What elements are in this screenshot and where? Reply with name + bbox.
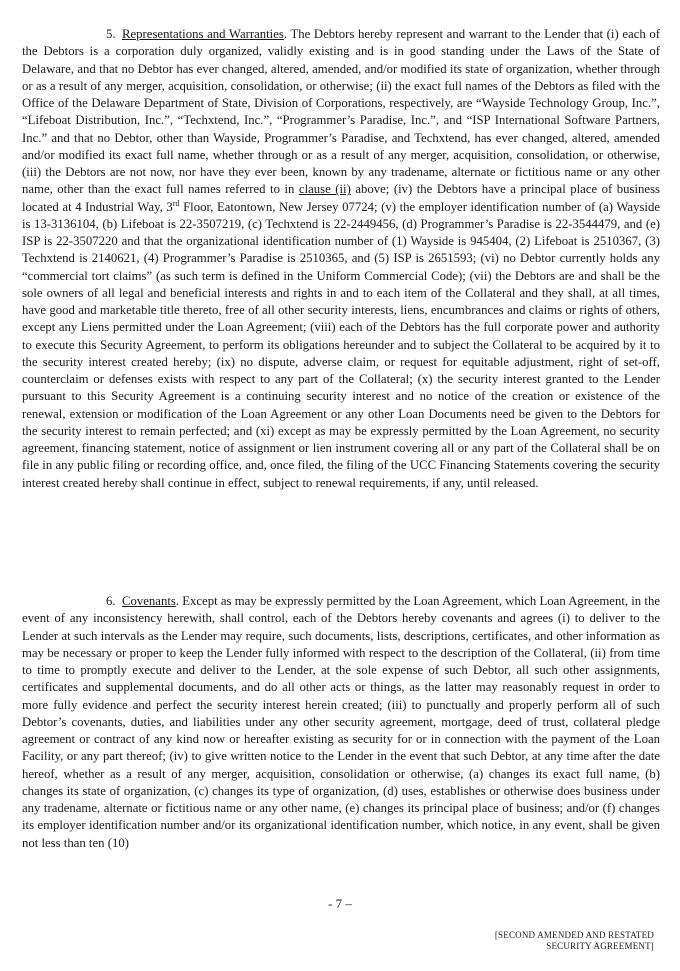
ordinal-superscript: rd [172, 198, 180, 208]
footer-line: [SECOND AMENDED AND RESTATED [494, 930, 654, 940]
page-number: - 7 – [328, 896, 352, 911]
section-heading: Representations and Warranties [122, 27, 284, 41]
footer-line: SECURITY AGREEMENT] [546, 941, 654, 951]
section-body-text: Floor, Eatontown, New Jersey 07724; (v) the employer identification number of (a) Wayside is 13-3136104, (b) Lifeboat is 22-3507219, (c) Techxtend is 22-2449456, (d) Programmer’s Paradise is 22-3544479, and (e) ISP is 22-3507220 and that the organizational identification number of (1) Wayside is 945404, (2) Lifeboat is 2510367, (3) Techxtend is 2140621, (4) Programmer’s Paradise is 2510365, and (5) ISP is 2651593; (vi) no Debtor currently holds any “commercial tort claims” (as such term is defined in the Uniform Commercial Code); (vii) the Debtors are and shall be the sole owners of all legal and beneficial interests and rights in and to each item of the Collateral and they shall, at all times, have good and marketable title thereto, free of all other security interests, liens, encumbrances and claims or rights of others, except any Liens permitted under the Loan Agreement; (viii) each of the Debtors has the full corporate power and authority to execute this Security Agreement, to perform its obligations hereunder and to subject the Collateral to be acquired by it to the security interest created hereby; (ix) no dispute, adverse claim, or request for equitable adjustment, right of set-off, counterclaim or defenses exists with respect to any part of the Collateral; (x) the security interest granted to the Lender pursuant to this Security Agreement is a continuing security interest and no notice of the creation or existence of the renewal, extension or modification of the Loan Agreement or any other Loan Documents need be given to the Debtors for the security interest to remain perfected; and (xi) except as may be expressly permitted by the Loan Agreement, no security agreement, financing statement, notice of assignment or lien instrument covering all or any part of the Collateral shall be on file in any public filing or recording office, and, once filed, the filing of the UCC Financing Statements covering the security interest created hereby shall continue in effect, subject to renewal requirements, if any, until released. [22, 199, 661, 490]
section-6-paragraph [22, 593, 660, 852]
clause-reference: clause (ii) [298, 182, 351, 197]
section-5-paragraph [22, 26, 660, 492]
section-body-text: . The Debtors hereby represent and warrant to the Lender that (i) each of the Debtors is a corporation duly organized, validly existing and is in good standing under the Laws of the State of Delaware, and that no Debtor has ever changed, altered, amended, and/or modified its state of organization, whether through or as a result of any merger, acquisition, consolidation, or otherwise; (ii) the exact full names of the Debtors as filed with the Office of the Delaware Department of State, Division of Corporations, respectively, are “Wayside Technology Group, Inc.”, “Lifeboat Distribution, Inc.”, “Techxtend, Inc.”, “Programmer’s Paradise, Inc.”, and “ISP International Software Partners, Inc.” and that no Debtor, other than Wayside, Programmer’s Paradise, and Techxtend, has ever changed, altered, amended and/or modified its exact full name, whether through or as a result of any merger, acquisition, consolidation, or otherwise, (iii) the Debtors are not now, nor have they ever been, known by any tradename, alternate or fictitious name or any other name, other than the exact full names referred to in [22, 27, 660, 197]
section-heading: Covenants [122, 594, 176, 608]
document-footer [495, 930, 654, 952]
section-number: 5. [106, 27, 116, 41]
section-body-text: above; (iv) the Debtors have a principal place of business located at 4 Industrial Way, 3 [22, 182, 660, 214]
section-number: 6. [106, 594, 116, 608]
section-body-text: . Except as may be expressly permitted by the Loan Agreement, which Loan Agreement, in the event of any inconsistency herewith, shall control, each of the Debtors hereby covenants and agrees (i) to deliver to the Lender at such intervals as the Lender may require, such documents, lists, descriptions, certificates, and other information as may be necessary or proper to keep the Lender fully informed with respect to the description of the Collateral, (ii) from time to time to promptly execute and deliver to the Lender, at the sole expense of such Debtor, all such other assignments, certificates and supplemental documents, and do all other acts or things, as the latter may reasonably request in order to more fully evidence and perfect the security interest herein created; (iii) to punctually and properly perform all of such Debtor’s covenants, duties, and liabilities under any other security agreement, mortgage, deed of trust, collateral pledge agreement or contract of any kind now or hereafter existing as security for or in connection with the payment of the Loan Facility, or any part thereof; (iv) to give written notice to the Lender in the event that such Debtor, at any time after the date hereof, whether as a result of any merger, acquisition, consolidation or otherwise, (a) changes its exact full name, (b) changes its state of organization, (c) changes its type of organization, (d) uses, establishes or otherwise does business under any tradename, alternate or fictitious name or any other name, (e) changes its principal place of business; and/or (f) changes its employer identification number and/or its organizational identification number, which notice, in any event, shall be given not less than ten (10) [22, 594, 660, 850]
